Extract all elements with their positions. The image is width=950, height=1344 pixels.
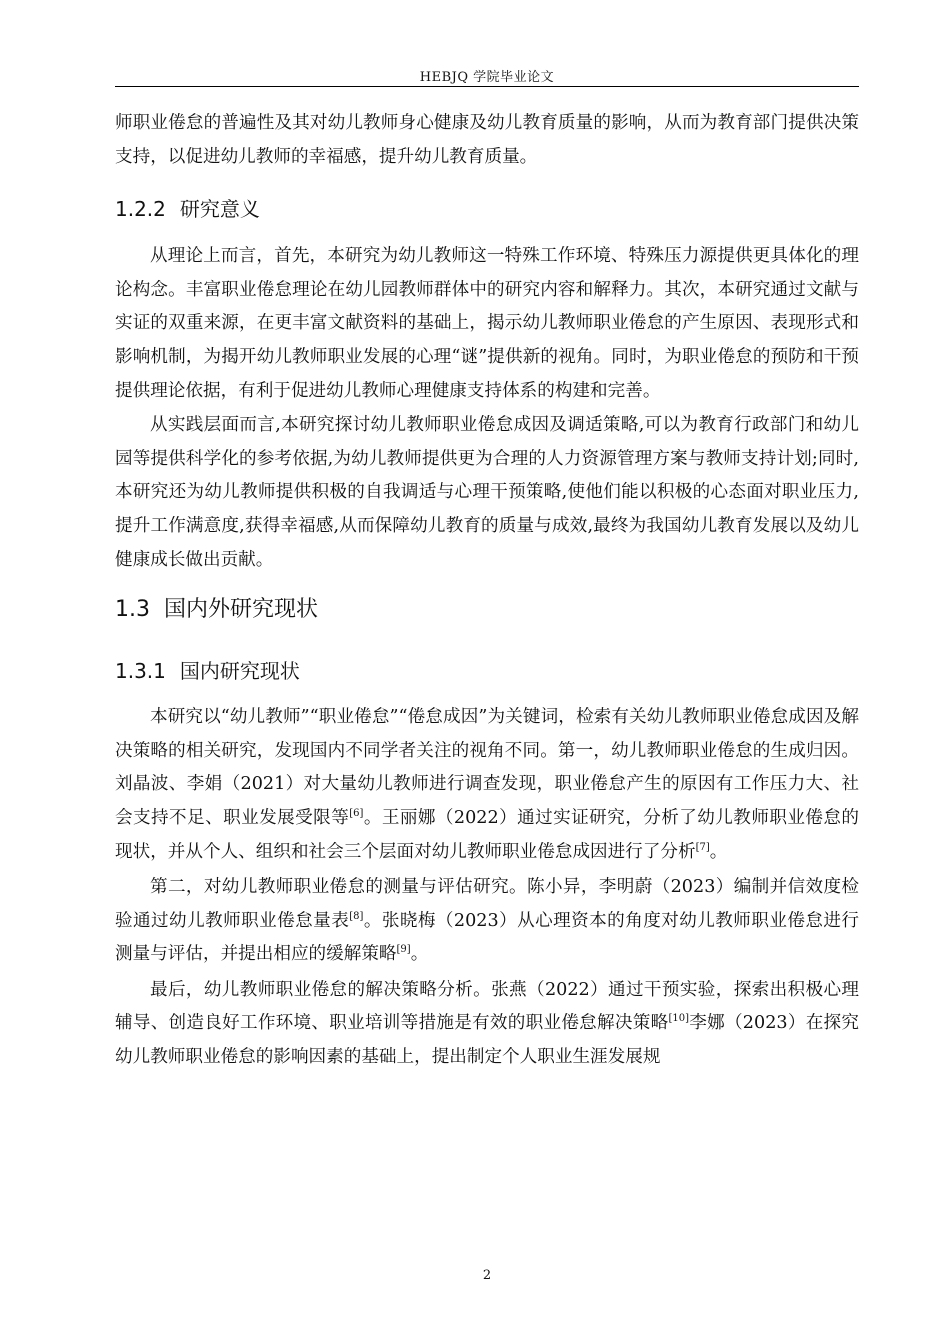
paragraph-domestic-causes bbox=[115, 701, 859, 869]
header-rule bbox=[115, 86, 859, 87]
running-header: HEBJQ 学院毕业论文 bbox=[419, 70, 555, 85]
heading-1-2-2 bbox=[115, 197, 859, 221]
heading-title: 国内研究现状 bbox=[179, 659, 300, 684]
page-number: 2 bbox=[482, 1268, 492, 1283]
text-run: 。王丽娜（2022）通过实证研究，分析了幼儿教师职业倦怠的现状，并从个人、组织和社会三个层面对幼儿教师职业倦怠成因进行了分析 bbox=[115, 807, 859, 862]
paragraph-practice: 从实践层面而言,本研究探讨幼儿教师职业倦怠成因及调适策略,可以为教育行政部门和幼儿园等提供科学化的参考依据,为幼儿教师提供更为合理的人力资源管理方案与教师支持计划;同时,本研究还为幼儿教师提供积极的自我调适与心理干预策略,使他们能以积极的心态面对职业压力,提升工作满意度,获得幸福感,从而保障幼儿教育的质量与成效,最终为我国幼儿教育发展以及幼儿健康成长做出贡献。 bbox=[115, 415, 859, 570]
text-run: 最后，幼儿教师职业倦怠的解决策略分析。张燕（2022）通过干预实验，探索出积极心理辅导、创造良好工作环境、职业培训等措施是有效的职业倦怠解决策略 bbox=[115, 979, 859, 1034]
heading-number: 1.3.1 bbox=[115, 659, 166, 684]
citation-10: [10] bbox=[668, 1013, 689, 1025]
citation-9: [9] bbox=[396, 944, 411, 956]
text-run: 。 bbox=[410, 944, 429, 965]
citation-6: [6] bbox=[349, 807, 364, 819]
citation-7: [7] bbox=[695, 841, 710, 853]
text-run: 。张晓梅（2023）从心理资本的角度对幼儿教师职业倦怠进行测量与评估，并提出相应的缓解策略 bbox=[115, 910, 859, 965]
page-body bbox=[115, 107, 859, 1075]
paragraph-theory: 从理论上而言，首先，本研究为幼儿教师这一特殊工作环境、特殊压力源提供更具体化的理论构念。丰富职业倦怠理论在幼儿园教师群体中的研究内容和解释力。其次，本研究通过文献与实证的双重来源，在更丰富文献资料的基础上，揭示幼儿教师职业倦怠的产生原因、表现形式和影响机制，为揭开幼儿教师职业发展的心理“谜”提供新的视角。同时，为职业倦怠的预防和干预提供理论依据，有利于促进幼儿教师心理健康支持体系的构建和完善。 bbox=[115, 246, 859, 401]
citation-8: [8] bbox=[349, 910, 364, 922]
text-run: 李娜（2023）在探究幼儿教师职业倦怠的影响因素的基础上，提出制定个人职业生涯发展规 bbox=[115, 1013, 859, 1068]
heading-number: 1.2.2 bbox=[115, 197, 166, 222]
paragraph-measurement bbox=[115, 871, 859, 972]
heading-1-3 bbox=[115, 597, 859, 623]
heading-title: 国内外研究现状 bbox=[164, 597, 319, 623]
heading-title: 研究意义 bbox=[179, 197, 260, 222]
text-run: 第二，对幼儿教师职业倦怠的测量与评估研究。陈小异，李明蔚（2023）编制并信效度检验通过幼儿教师职业倦怠量表 bbox=[115, 877, 859, 931]
heading-1-3-1 bbox=[115, 659, 859, 683]
continuation-paragraph: 师职业倦怠的普遍性及其对幼儿教师身心健康及幼儿教育质量的影响，从而为教育部门提供决策支持，以促进幼儿教师的幸福感，提升幼儿教育质量。 bbox=[115, 113, 859, 167]
paragraph-strategies bbox=[115, 974, 859, 1075]
heading-number: 1.3 bbox=[115, 597, 150, 623]
text-run: 本研究以“幼儿教师”“职业倦怠”“倦怠成因”为关键词，检索有关幼儿教师职业倦怠成因及解决策略的相关研究，发现国内不同学者关注的视角不同。第一，幼儿教师职业倦怠的生成归因。刘晶波、李娟（2021）对大量幼儿教师进行调查发现，职业倦怠产生的原因有工作压力大、社会支持不足、职业发展受限等 bbox=[115, 707, 859, 828]
text-run: 。 bbox=[709, 841, 728, 862]
